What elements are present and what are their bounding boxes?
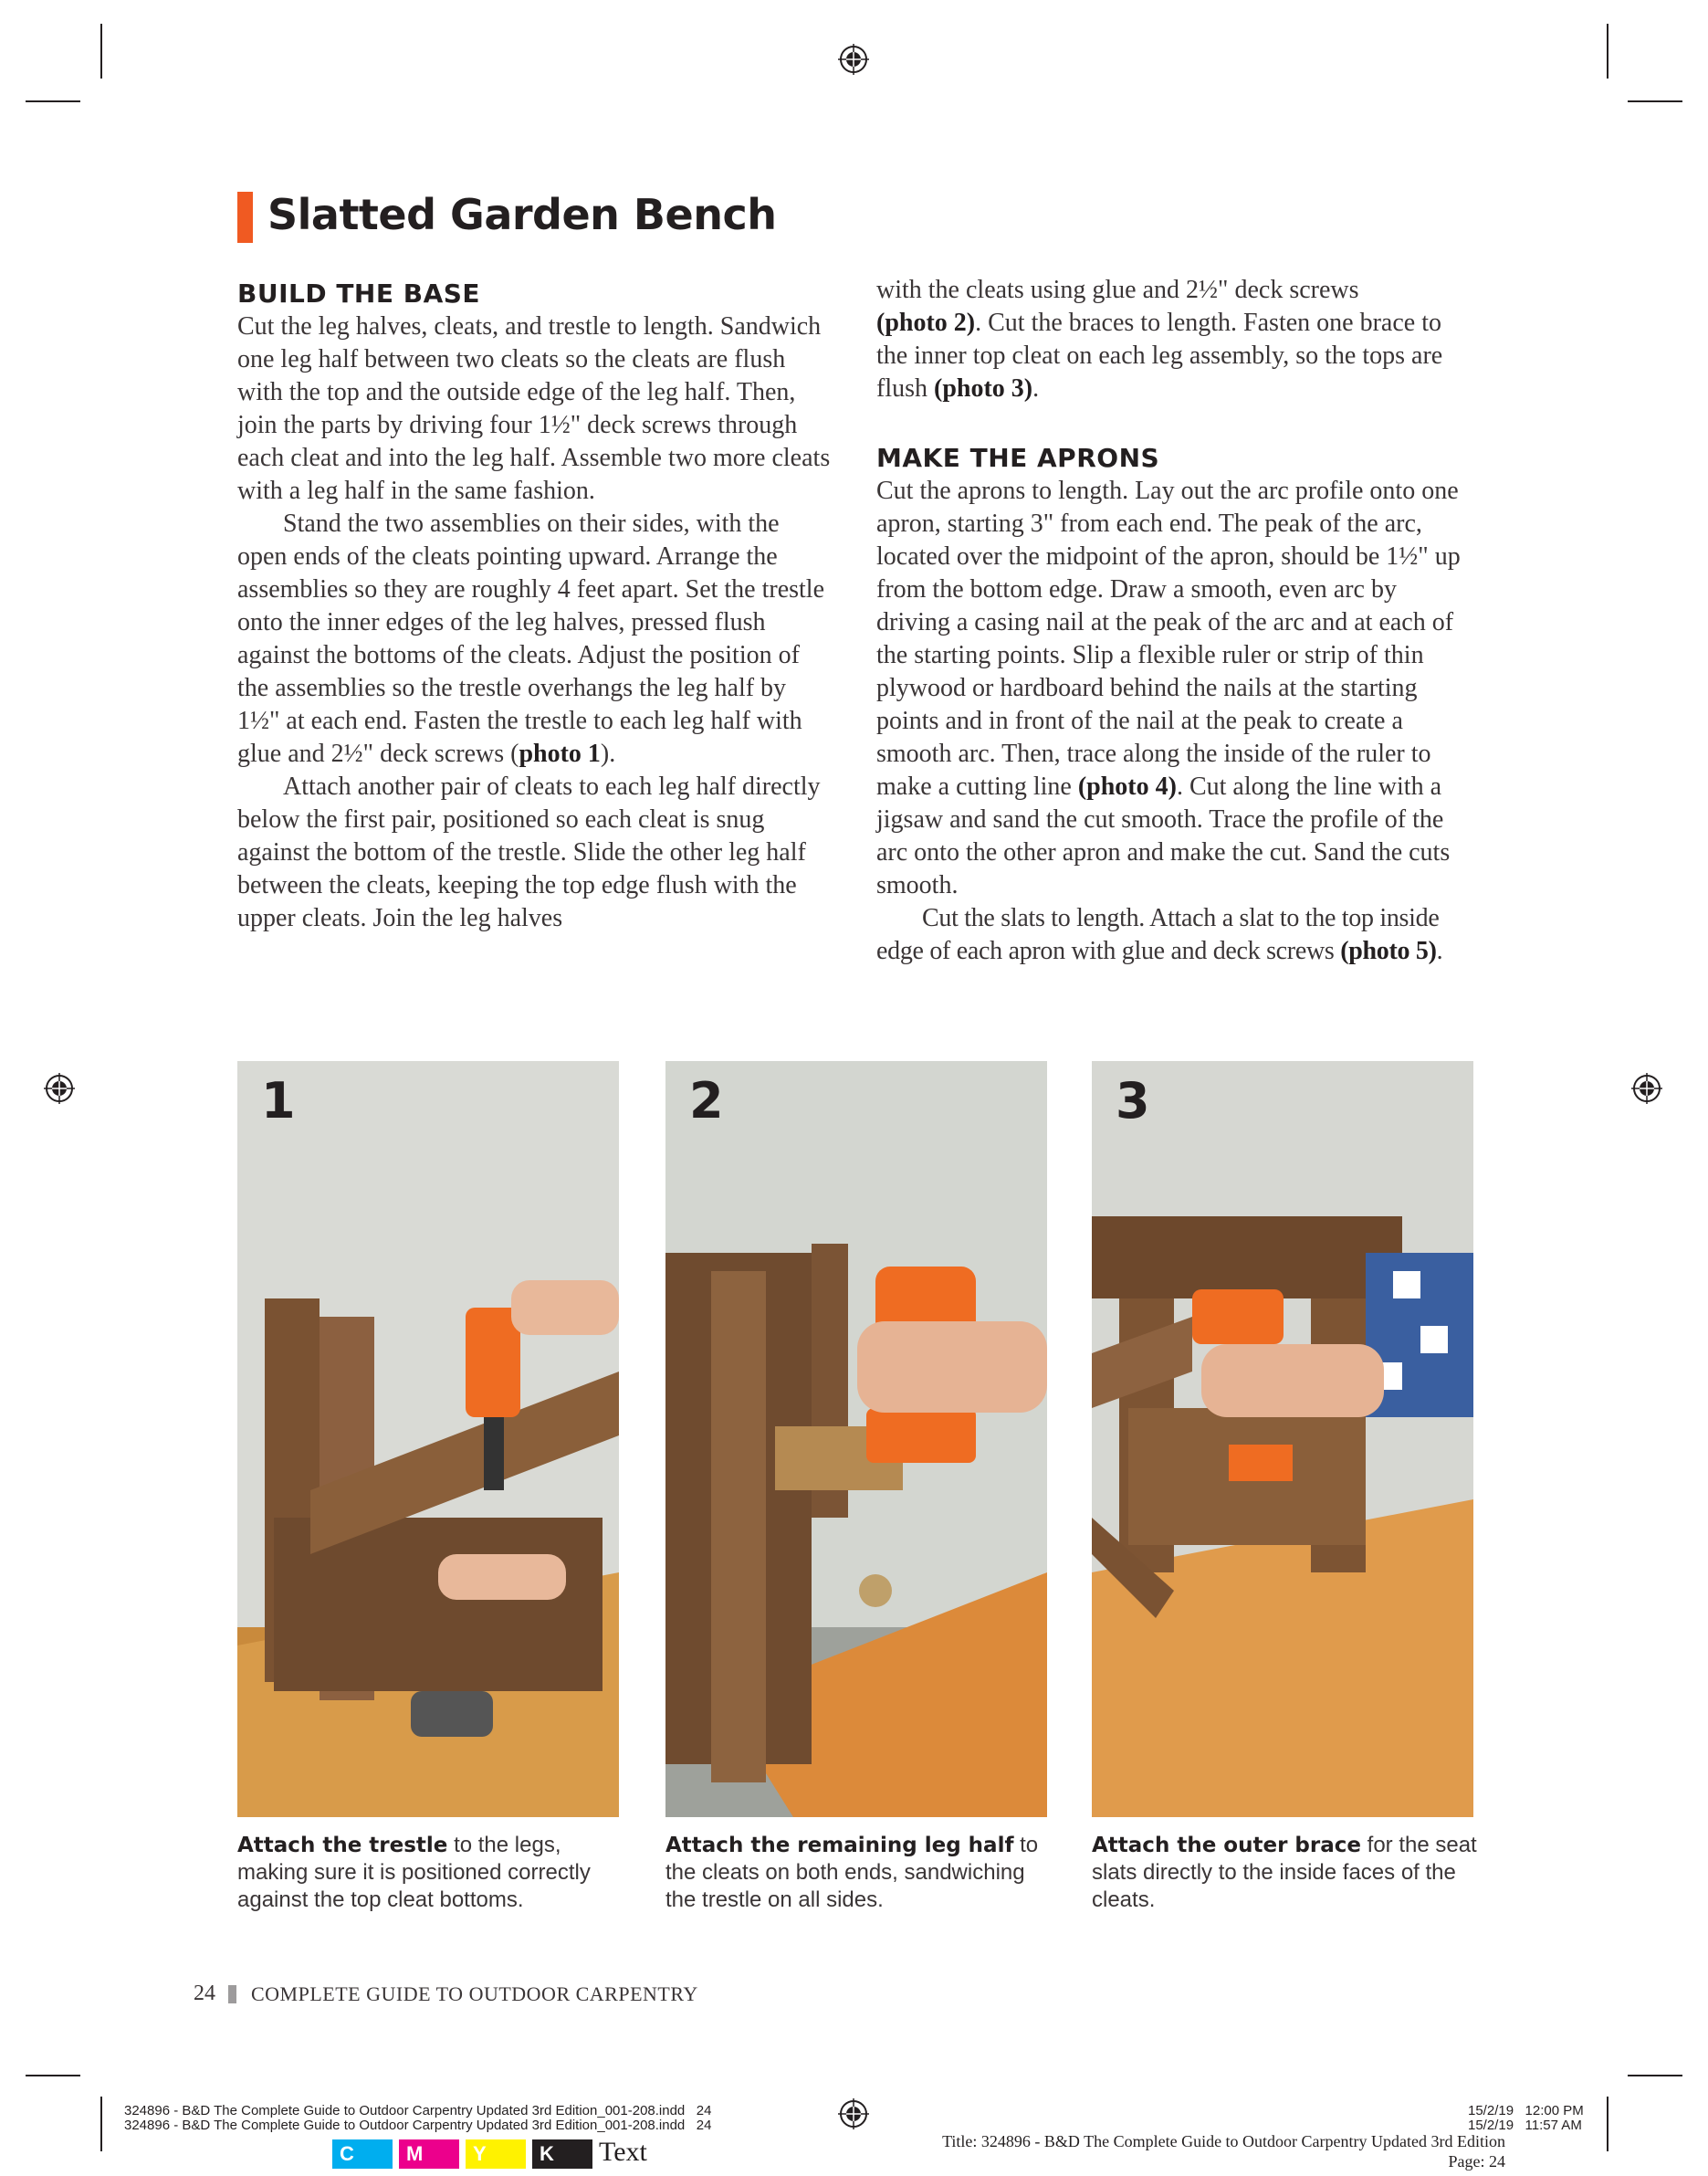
paragraph-text: ). <box>600 740 616 768</box>
paragraph <box>876 274 1466 405</box>
photo-1-illustration <box>237 1061 619 1817</box>
registration-mark-icon <box>838 44 869 75</box>
photo-reference: (photo 4) <box>1077 773 1177 801</box>
photo-reference: (photo 3) <box>934 374 1033 403</box>
registration-mark-icon <box>838 2098 869 2129</box>
photo-caption-3 <box>1092 1832 1480 1914</box>
slug-line-1: 324896 - B&D The Complete Guide to Outdoor Carpentry Updated 3rd Edition_001-208.indd 24 <box>124 2103 712 2118</box>
crop-mark-icon <box>26 2075 80 2076</box>
crop-mark-icon <box>100 2097 102 2151</box>
paragraph-text: . <box>1436 937 1443 965</box>
paragraph: Attach another pair of cleats to each leg half directly below the first pair, positioned so each cleat is snug against the bottom of the trestle. Slide the other leg half between the cleats, keeping the top edge flush with the upper cleats. Join the leg halves <box>237 773 821 932</box>
caption-text: to the cleats on both ends, sandwiching the trestle on all sides. <box>665 1833 1039 1912</box>
photo-reference: (photo 5) <box>1340 937 1437 965</box>
paragraph-text: . Cut the braces to length. Fasten one brace to the inner top cleat on each leg assembly, so the tops are flush <box>876 309 1443 403</box>
job-title: Title: 324896 - B&D The Complete Guide to Outdoor Carpentry Updated 3rd Edition <box>942 2132 1505 2150</box>
photo-2-illustration <box>665 1061 1047 1817</box>
paragraph-text: with the cleats using glue and 2½" deck screws <box>876 276 1359 304</box>
job-title-block <box>942 2131 1505 2171</box>
paragraph-text: Stand the two assemblies on their sides, with the open ends of the cleats pointing upward. Arrange the assemblies so they are roughly 4 feet apart. Set the trestle onto the inner edges of the leg halves, pressed flush against the bottoms of the cleats. Adjust the position of the assemblies so the trestle overhangs the leg half by 1½" at each end. Fasten the trestle to each leg half with glue and 2½" deck screws ( <box>237 510 825 768</box>
crop-mark-icon <box>1628 100 1682 102</box>
cmyk-label: Text <box>599 2137 647 2167</box>
cmyk-magenta-swatch: M <box>399 2139 459 2169</box>
photo-number: 2 <box>689 1072 724 1130</box>
right-text-column <box>876 274 1466 968</box>
paragraph <box>237 508 833 771</box>
section-heading-build-the-base: BUILD THE BASE <box>237 279 481 309</box>
left-text-column <box>237 274 833 935</box>
crop-mark-icon <box>26 100 80 102</box>
cmyk-cyan-swatch: C <box>332 2139 393 2169</box>
paragraph-text: Cut the slats to length. Attach a slat to the top inside edge of each apron with glue and deck screws <box>876 904 1440 965</box>
photo-reference: photo 1 <box>519 740 601 768</box>
slug-date-1: 15/2/19 12:00 PM <box>1468 2103 1584 2118</box>
caption-lead: Attach the remaining leg half <box>665 1834 1014 1857</box>
paragraph-text: . Cut along the line with a jigsaw and sand the cut smooth. Trace the profile of the arc onto the other apron and make the cut. Sand the cuts smooth. <box>876 773 1451 899</box>
job-page: Page: 24 <box>1448 2152 1505 2171</box>
paragraph-text: . <box>1032 374 1040 403</box>
page-number: 24 <box>194 1982 215 2005</box>
caption-text: for the seat slats directly to the inside faces of the cleats. <box>1092 1833 1477 1912</box>
paragraph-text: Cut the aprons to length. Lay out the arc profile onto one apron, starting 3" from each end. The peak of the arc, located over the midpoint of the apron, should be 1½" up from the bottom edge. Draw a smooth, even arc by driving a casing nail at the peak of the arc and at each of the starting points. Slip a flexible ruler or strip of thin plywood or hardboard behind the nails at the starting points and in front of the nail at the peak to create a smooth arc. Then, trace along the inside of the ruler to make a cutting line <box>876 477 1461 801</box>
paragraph <box>876 475 1466 902</box>
slug-line-2: 324896 - B&D The Complete Guide to Outdoor Carpentry Updated 3rd Edition_001-208.indd 24 <box>124 2118 712 2133</box>
crop-mark-icon <box>1607 24 1608 79</box>
registration-mark-icon <box>1631 1073 1662 1104</box>
page-title: Slatted Garden Bench <box>267 190 777 239</box>
photo-1 <box>237 1061 619 1817</box>
photo-number: 1 <box>261 1072 296 1130</box>
caption-text: to the legs, making sure it is positioned correctly against the top cleat bottoms. <box>237 1833 591 1912</box>
photo-caption-2 <box>665 1832 1053 1914</box>
crop-mark-icon <box>1607 2097 1608 2151</box>
crop-mark-icon <box>1628 2075 1682 2076</box>
slug-date-2: 15/2/19 11:57 AM <box>1468 2118 1582 2133</box>
book-title: COMPLETE GUIDE TO OUTDOOR CARPENTRY <box>251 1982 698 2005</box>
page-footer <box>194 1982 698 2006</box>
photo-reference: (photo 2) <box>876 309 976 337</box>
photo-2 <box>665 1061 1047 1817</box>
cmyk-black-swatch: K <box>532 2139 592 2169</box>
photo-caption-1 <box>237 1832 625 1914</box>
folio-marker <box>228 1985 236 2003</box>
paragraph: Cut the leg halves, cleats, and trestle to length. Sandwich one leg half between two cleats so the cleats are flush with the top and the outside edge of the leg half. Then, join the parts by driving four 1½" deck screws through each cleat and into the leg half. Assemble two more cleats with a leg half in the same fashion. <box>237 312 831 505</box>
caption-lead: Attach the outer brace <box>1092 1834 1361 1857</box>
cmyk-yellow-swatch: Y <box>466 2139 526 2169</box>
photo-3 <box>1092 1061 1473 1817</box>
photo-number: 3 <box>1116 1072 1150 1130</box>
registration-mark-icon <box>44 1073 75 1104</box>
crop-mark-icon <box>100 24 102 79</box>
spacer <box>876 405 1466 438</box>
photo-3-illustration <box>1092 1061 1473 1817</box>
section-heading-make-the-aprons: MAKE THE APRONS <box>876 443 1160 473</box>
title-accent-bar <box>237 192 253 243</box>
paragraph <box>876 902 1466 968</box>
caption-lead: Attach the trestle <box>237 1834 448 1857</box>
